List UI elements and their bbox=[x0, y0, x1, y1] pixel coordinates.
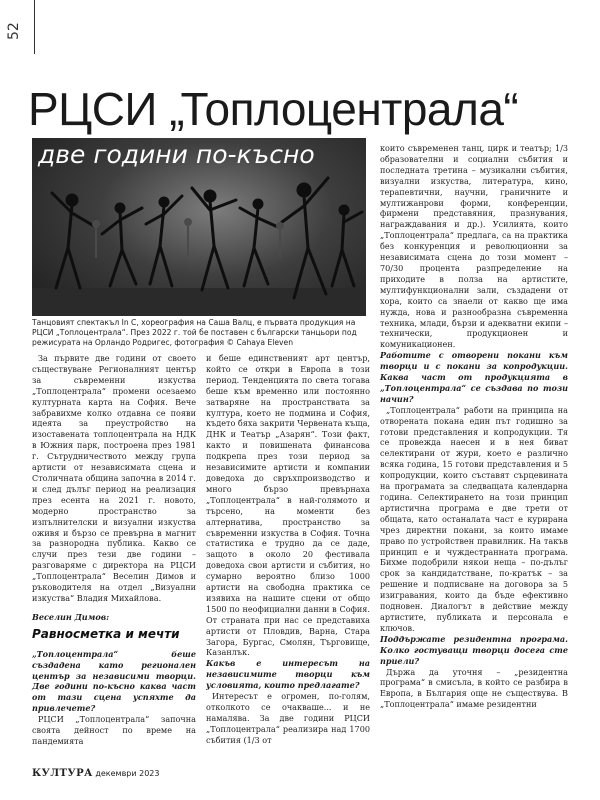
page-number: 52 bbox=[6, 22, 22, 40]
page-footer bbox=[32, 768, 159, 779]
column-2 bbox=[206, 353, 370, 746]
photo-caption: Танцовият спектакъл In C, хореография на Саша Валц, е първата продукция на РЦСИ „Топлоцентрала“. През 2022 г. той бе поставен с български танцьори под режисурата на Орландо Родригес, фотография © Cahaya Eleven bbox=[32, 318, 357, 347]
answer-paragraph: Държа да уточня – „резидентна програма“ в смисъла, в който се разбира в Европа, в България още не съществува. В „Топлоцентрала“ имаме резидентни bbox=[380, 666, 568, 710]
intro-paragraph: За първите две години от своето съществуване Регионалният център за съвременни изкуства „Топлоцентрала“ промени осезаемо културната карта на София. Вече забравихме колко отдавна се появи идеята за преустройство на изоставената топлоцентрала на НДК в Южния парк, построена през 1981 г. Сътрудничеството между група артисти от независимата сцена и Столичната община започна в 2014 г. и след дълъг период на реализация през есента на 2021 г. новото, модерно пространство за изпълнителски и визуални изкуства оживя и бързо се превърна в магнит за разнородна публика. Какво се случи през тези две години – разговаряме с директора на РЦСИ „Топлоцентрала“ Веселин Димов и ръководителя на отдел „Визуални изкуства“ Владия Михайлова. bbox=[32, 353, 196, 603]
margin-rule bbox=[34, 0, 35, 54]
section-heading: Равносметка и мечти bbox=[32, 626, 180, 641]
issue-date: декември 2023 bbox=[95, 769, 160, 778]
interview-question: „Топлоцентрала“ беше създадена като регионален център за независими творци. Две години по-късно каква част от тази сцена успяхте да привлечете? bbox=[32, 648, 196, 714]
answer-paragraph: и беше единственият арт център, който се откри в Европа в този период. Тенденцията по света тогава беше към временно или постоянно затваряне на пространствата за култура, което не подмина и София, където бяха закрити Червената къща, ДНК и Театър „Азарян“. Този факт, както и повишената финансова подкрепа през този период за независимите артисти и компании доведоха до свръхпроизводство и много бързо превърнаха „Топлоцентрала“ в най-голямото и търсено, на моменти без алтернатива, пространство за съвременни изкуства в София. Точна статистика е трудно да се даде, защото в около 20 фестивала доведоха свои артисти и събития, но сумарно вероятно близо 1000 артисти на свободна практика се изявиха на нашите сцени от общо 1500 по неофициални данни в София. От страната при нас се представиха артисти от Пловдив, Варна, Стара Загора, Бургас, Смолян, Търговище, Казанлък. bbox=[206, 353, 370, 658]
article-title: РЦСИ „Топлоцентрала“ bbox=[28, 83, 519, 135]
interview-question: Поддържате резидентна програма. Колко гостуващи творци досега сте приели? bbox=[380, 633, 568, 666]
interview-question: Работите с отворени покани към творци и с покани за копродукции. Каква част от продукцията в „Топлоцентрала“ се създава по този начин? bbox=[380, 350, 568, 404]
column-1 bbox=[32, 353, 196, 747]
answer-paragraph: РЦСИ „Топлоцентрала“ започна своята дейност по време на пандемията bbox=[32, 714, 196, 746]
author-label: Веселин Димов: bbox=[32, 611, 110, 622]
article-subtitle: две години по-късно bbox=[38, 140, 315, 169]
answer-paragraph: които съвременен танц, цирк и театър; 1/3 образователни и социални събития и последната третина – музикални събития, визуални изкуства, литература, кино, терапевтични, научни, граничните и мултижанрови форми, конференции, фирмени представяния, празнувания, награждавания и др.). Усилията, които „Топлоцентрала“ предлага, са на практика без конкуренция и революционни за независимата сцена до този момент – 70/30 процента разпределение на приходите в полза на артистите, мултифункционални зали, създадени от хора, които са знаели от какво ще има нужда, нова и разнообразна съвременна техника, млади, бързи и адекватни екипи – технически, продукционен и комуникационен. bbox=[380, 143, 568, 350]
answer-paragraph: „Топлоцентрала“ работи на принципа на отворената покана един път годишно за готови представления и копродукции. Тя се провежда наесен и в нея биват селектирани от жури, което е различно всяка година, 15 готови представления и 5 копродукции, които съставят сърцевината на програмата за следващата календарна година. Селектирането на този принцип артистична програма е две трети от общата, като останалата част е курирана чрез директни покани, за които имаме право по устройствен правилник. На такъв принцип е и чуждестранната програма. Бихме подобрили някои неща – по-дълъг срок за кандидатстване, по-кратък – за решение и подписване на договора за 5 изигравания, които да бъде ефективно подновен. Диалогът в действие между артистите, публиката и персонала е ключов. bbox=[380, 404, 568, 633]
interview-question: Какъв е интересът на независимите творци към условията, които предлагате? bbox=[206, 658, 370, 691]
answer-paragraph: Интересът е огромен, по-голям, отколкото се очакваше... и не намалява. За две години РЦСИ „Топлоцентрала“ реализира над 1700 събития (1/3 от bbox=[206, 691, 370, 745]
column-3 bbox=[380, 143, 568, 710]
magazine-brand: КУЛТУРА bbox=[32, 768, 93, 779]
